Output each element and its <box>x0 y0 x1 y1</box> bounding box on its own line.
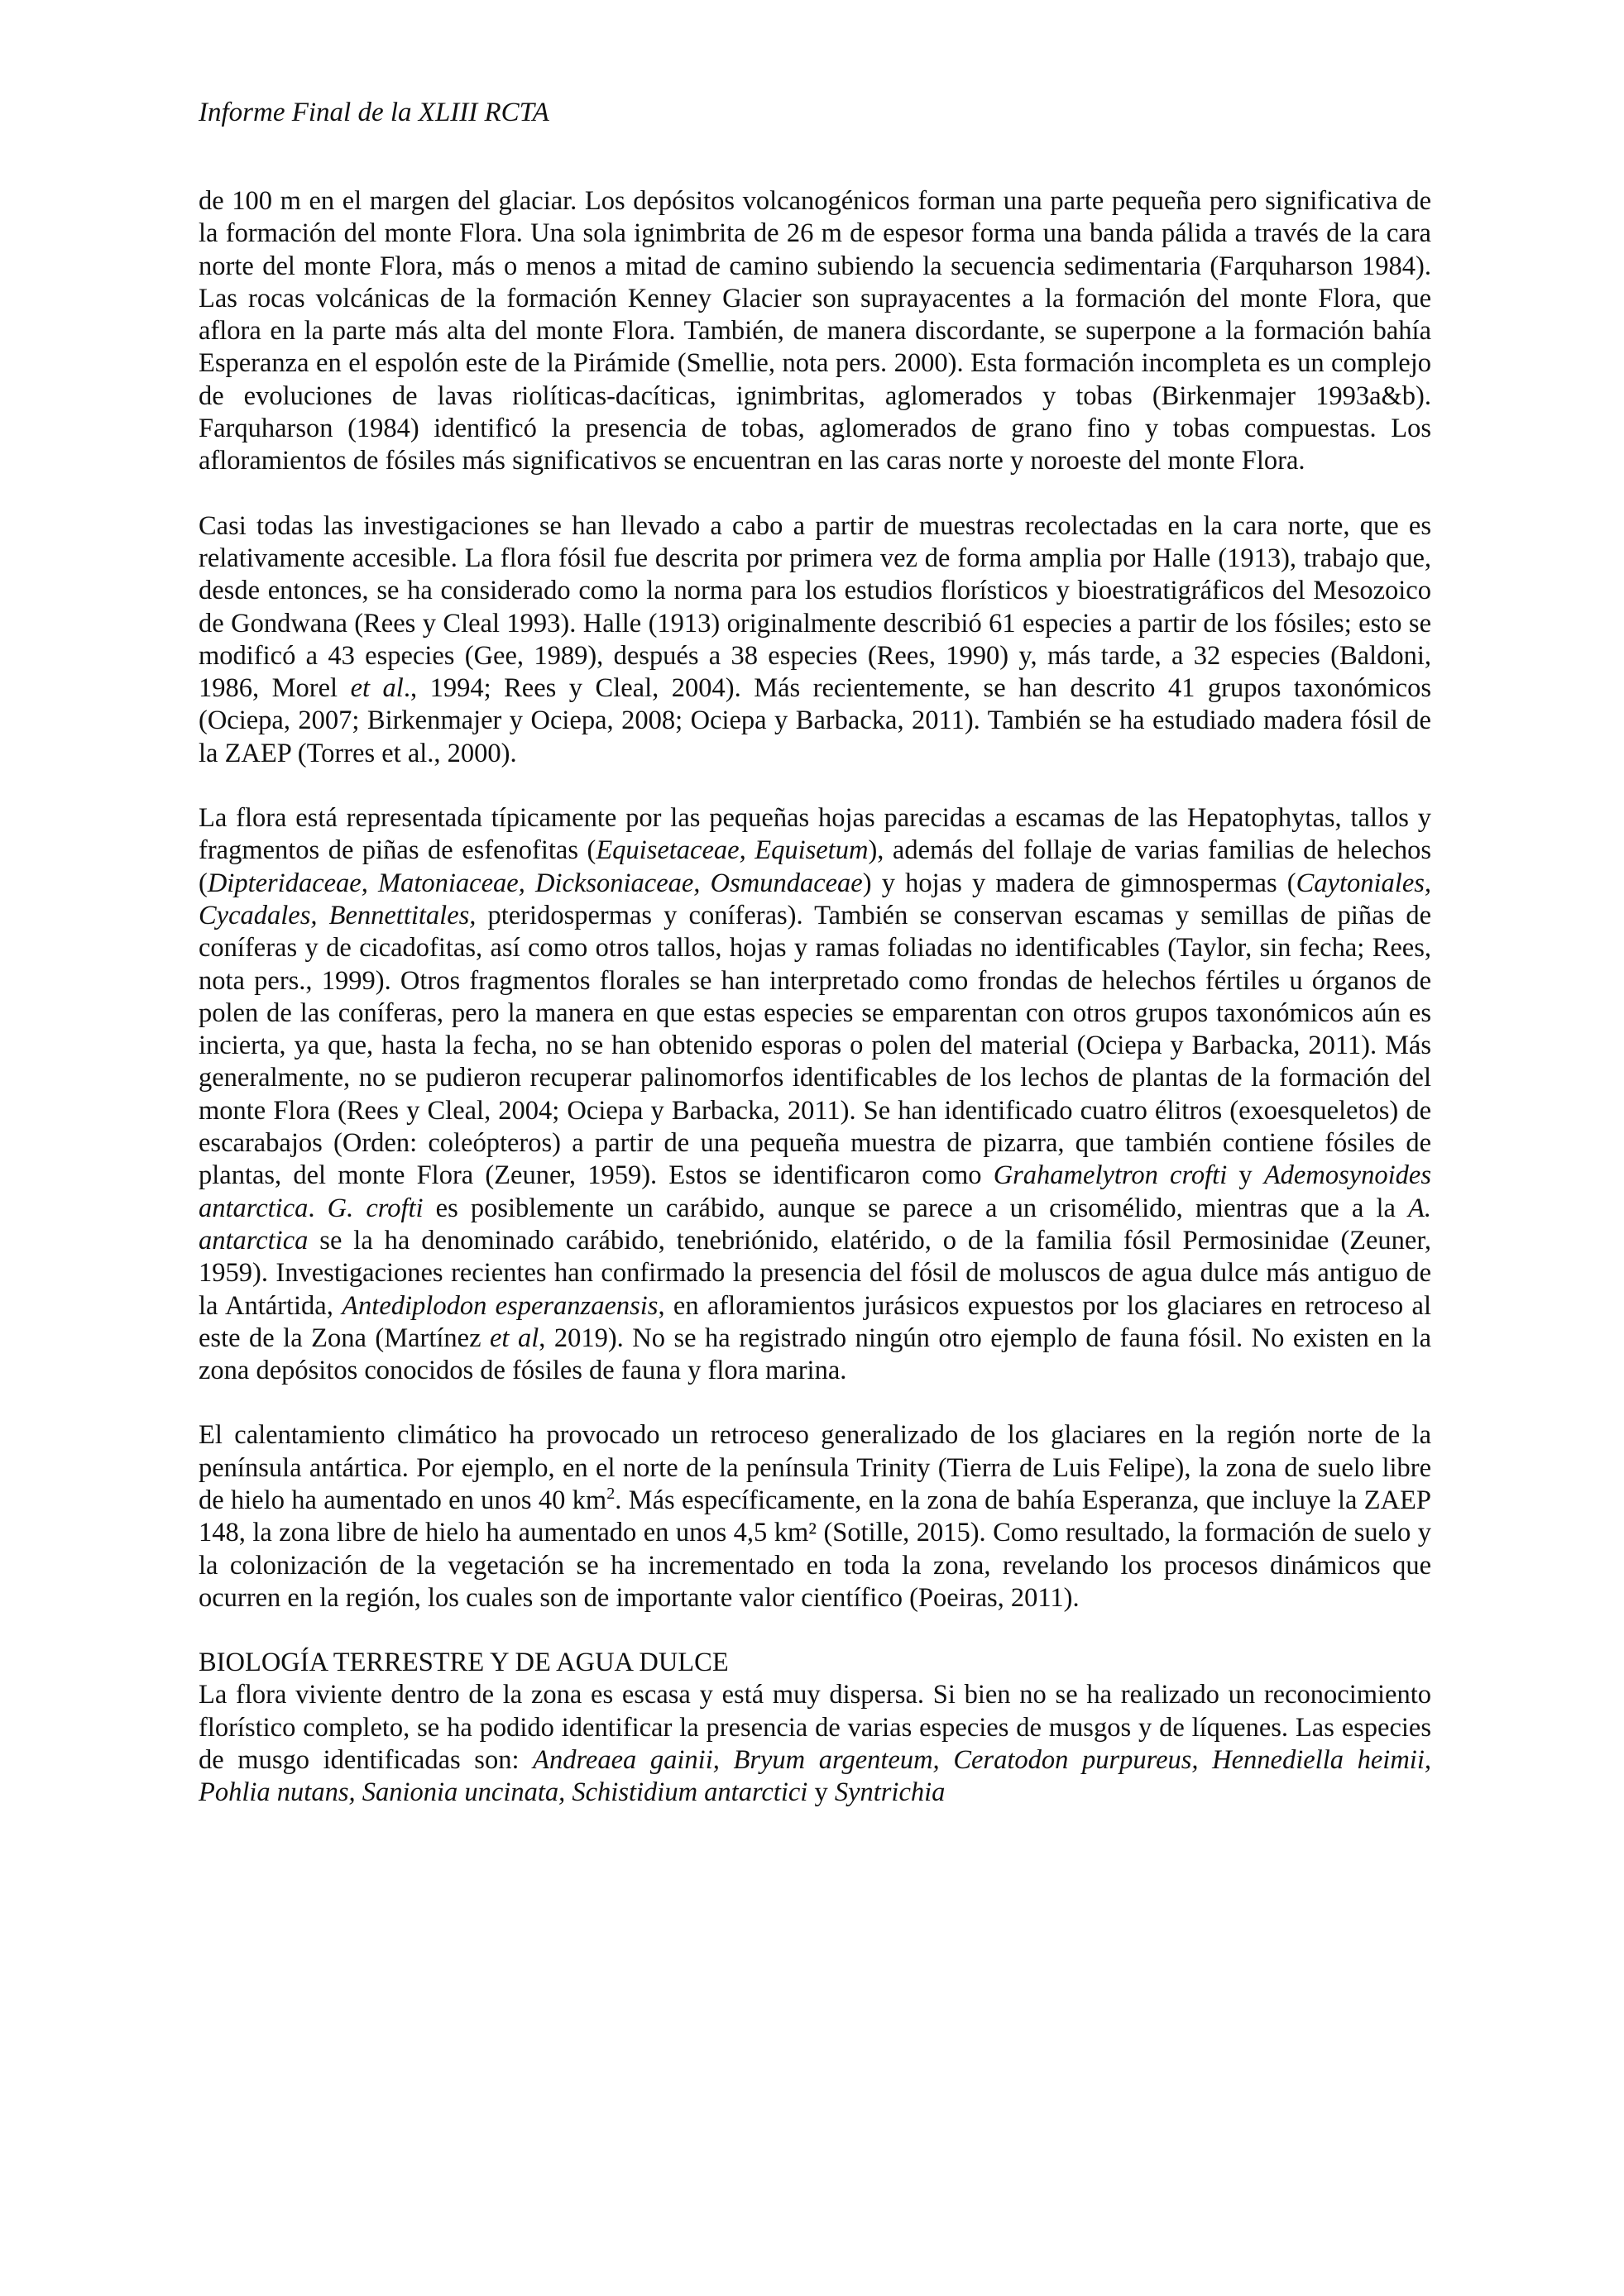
italic-term: Equisetaceae, Equisetum <box>596 835 869 866</box>
paragraph-investigations <box>199 510 1431 770</box>
paragraph-geology <box>199 185 1431 478</box>
paragraph-climate-change <box>199 1419 1431 1614</box>
document-body <box>199 185 1431 1810</box>
italic-term: et al <box>350 673 404 704</box>
text-run: , en afloramientos jurásicos expuestos por los glaciares en retroceso al este de la Zona (Martínez <box>199 1290 1431 1353</box>
text-run: pteridospermas y coníferas). También se conservan escamas y semillas de piñas de coníferas y de cicadofitas, así como otros tallos, hojas y ramas foliadas no identificables (Taylor, sin fecha; Rees, nota pers., 1999). Otros fragmentos florales se han interpretado como frondas de helechos fértiles u órganos de polen de las coníferas, pero la manera en que estas especies se emparentan con otros grupos taxonómicos aún es incierta, ya que, hasta la fecha, no se han obtenido esporas o polen del material (Ociepa y Barbacka, 2011). Más generalmente, no se pudieron recuperar palinomorfos identificables de los lechos de plantas de la formación del monte Flora (Rees y Cleal, 2004; Ociepa y Barbacka, 2011). Se han identificado cuatro élitros (exoesqueletos) de escarabajos (Orden: coleópteros) a partir de una pequeña muestra de pizarra, que también contiene fósiles de plantas, del monte Flora (Zeuner, 1959). Estos se identificaron como <box>199 900 1431 1191</box>
text-run: y <box>1227 1160 1264 1191</box>
paragraph-living-flora <box>199 1679 1431 1809</box>
text-run: ), además del follaje de varias familias de helechos ( <box>199 835 1431 898</box>
text-run: se la ha denominado carábido, tenebriónido, elatérido, o de la familia fósil Permosinidae (Zeuner, 1959). Investigaciones recientes han confirmado la presencia del fósil de moluscos de agua dulce más antiguo de la Antártida, <box>199 1225 1431 1321</box>
text-run: de 100 m en el margen del glaciar. Los depósitos volcanogénicos forman una parte pequeña pero significativa de la formación del monte Flora. Una sola ignimbrita de 26 m de espesor forma una banda pálida a través de la cara norte del monte Flora, más o menos a mitad de camino subiendo la secuencia sedimentaria (Farquharson 1984). Las rocas volcánicas de la formación Kenney Glacier son suprayacentes a la formación del monte Flora, que aflora en la parte más alta del monte Flora. También, de manera discordante, se superpone a la formación bahía Esperanza en el espolón este de la Pirámide (Smellie, nota pers. 2000). Esta formación incompleta es un complejo de evoluciones de lavas riolíticas-dacíticas, ignimbritas, aglomerados y tobas (Birkenmajer 1993a&b). Farquharson (1984) identificó la presencia de tobas, aglomerados de grano fino y tobas compuestas. Los afloramientos de fósiles más significativos se encuentran en las caras norte y noroeste del monte Flora. <box>199 186 1431 476</box>
text-run: y <box>807 1777 835 1808</box>
text-run: ) y hojas y madera de gimnospermas ( <box>862 868 1296 898</box>
text-run: ., 1994; Rees y Cleal, 2004). Más recientemente, se han descrito 41 grupos taxonómicos (Ociepa, 2007; Birkenmajer y Ociepa, 2008; Ociepa y Barbacka, 2011). También se ha estudiado madera fósil de la ZAEP (Torres et al., 2000). <box>199 673 1431 768</box>
paragraph-fossil-flora <box>199 802 1431 1387</box>
running-header: Informe Final de la XLIII RCTA <box>199 98 549 127</box>
section-heading: BIOLOGÍA TERRESTRE Y DE AGUA DULCE <box>199 1648 729 1678</box>
italic-term: G. crofti <box>327 1193 424 1223</box>
text-run: Casi todas las investigaciones se han llevado a cabo a partir de muestras recolectadas en la cara norte, que es relativamente accesible. La flora fósil fue descrita por primera vez de forma amplia por Halle (1913), trabajo que, desde entonces, se ha considerado como la norma para los estudios florísticos y bioestratigráficos del Mesozoico de Gondwana (Rees y Cleal 1993). Halle (1913) originalmente describió 61 especies a partir de los fósiles; esto se modificó a 43 especies (Gee, 1989), después a 38 especies (Rees, 1990) y, más tarde, a 32 especies (Baldoni, 1986, Morel <box>199 510 1431 704</box>
italic-term: Grahamelytron crofti <box>993 1160 1228 1191</box>
text-run: El calentamiento climático ha provocado un retroceso generalizado de los glaciares en la región norte de la península antártica. Por ejemplo, en el norte de la península Trinity (Tierra de Luis Felipe), la zona de suelo libre de hielo ha aumentado en unos 40 km <box>199 1420 1431 1515</box>
superscript: 2 <box>606 1485 616 1504</box>
text-run: . Más específicamente, en la zona de bahía Esperanza, que incluye la ZAEP 148, la zona libre de hielo ha aumentado en unos 4,5 km² (Sotille, 2015). Como resultado, la formación de suelo y la colonización de la vegetación se ha incrementado en toda la zona, revelando los procesos dinámicos que ocurren en la región, los cuales son de importante valor científico (Poeiras, 2011). <box>199 1485 1431 1613</box>
italic-term: Ademosynoides antarctica <box>199 1160 1432 1223</box>
italic-term: et al <box>490 1323 539 1353</box>
italic-term: Syntrichia <box>834 1777 946 1808</box>
italic-term: Andreaea gainii, Bryum argenteum, Ceratodon purpureus, Hennediella heimii, Pohlia nutans, Sanionia uncinata, Schistidium antarctici <box>199 1745 1431 1808</box>
italic-term: Dipteridaceae, Matoniaceae, Dicksoniaceae, Osmundaceae <box>207 868 863 898</box>
italic-term: A. antarctica <box>199 1193 1432 1256</box>
text-run: La flora viviente dentro de la zona es escasa y está muy dispersa. Si bien no se ha realizado un reconocimiento florístico completo, se ha podido identificar la presencia de varias especies de musgos y de líquenes. Las especies de musgo identificadas son: <box>199 1680 1431 1776</box>
text-run: , 2019). No se ha registrado ningún otro ejemplo de fauna fósil. No existen en la zona depósitos conocidos de fósiles de fauna y flora marina. <box>199 1323 1432 1386</box>
italic-term: Caytoniales, Cycadales, Bennettitales, <box>199 868 1432 930</box>
text-run: . <box>308 1193 328 1223</box>
text-run: La flora está representada típicamente por las pequeñas hojas parecidas a escamas de las Hepatophytas, tallos y fragmentos de piñas de esfenofitas ( <box>199 803 1431 866</box>
text-run: es posiblemente un carábido, aunque se parece a un crisomélido, mientras que a la <box>423 1193 1409 1223</box>
italic-term: Antediplodon esperanzaensis <box>342 1290 659 1321</box>
